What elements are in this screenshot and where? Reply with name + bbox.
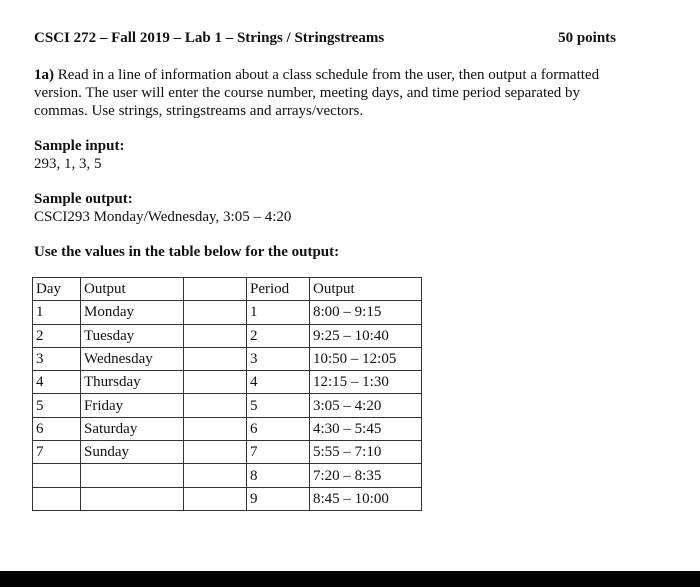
table-row — [33, 441, 422, 464]
period-cell: 5 — [247, 394, 310, 417]
day-cell — [33, 487, 81, 510]
day-cell: 2 — [33, 324, 81, 347]
header-day-cell: Day — [33, 278, 81, 301]
values-table — [32, 277, 422, 511]
period-output-cell: 8:00 – 9:15 — [310, 301, 422, 324]
spacer-cell — [184, 417, 247, 440]
period-cell: 4 — [247, 371, 310, 394]
day-cell — [33, 464, 81, 487]
period-output-cell: 9:25 – 10:40 — [310, 324, 422, 347]
period-cell: 7 — [247, 441, 310, 464]
spacer-cell — [184, 464, 247, 487]
spacer-cell — [184, 324, 247, 347]
period-output-cell: 4:30 – 5:45 — [310, 417, 422, 440]
spacer-cell — [184, 487, 247, 510]
day-output-cell: Wednesday — [81, 347, 184, 370]
header-period-cell: Period — [247, 278, 310, 301]
day-output-cell — [81, 487, 184, 510]
day-output-cell: Friday — [81, 394, 184, 417]
period-output-cell: 7:20 – 8:35 — [310, 464, 422, 487]
period-cell: 6 — [247, 417, 310, 440]
period-cell: 2 — [247, 324, 310, 347]
spacer-cell — [184, 394, 247, 417]
sample-output-value: CSCI293 Monday/Wednesday, 3:05 – 4:20 — [34, 209, 292, 225]
period-cell: 1 — [247, 301, 310, 324]
spacer-cell — [184, 371, 247, 394]
sample-input-block — [34, 137, 124, 173]
period-cell: 8 — [247, 464, 310, 487]
day-cell: 5 — [33, 394, 81, 417]
table-row — [33, 324, 422, 347]
spacer-cell — [184, 301, 247, 324]
header-day-output-cell: Output — [81, 278, 184, 301]
table-header-row — [33, 278, 422, 301]
table-row — [33, 371, 422, 394]
day-output-cell: Thursday — [81, 371, 184, 394]
period-cell: 3 — [247, 347, 310, 370]
table-row — [33, 394, 422, 417]
day-output-cell: Tuesday — [81, 324, 184, 347]
day-cell: 6 — [33, 417, 81, 440]
page-title: CSCI 272 – Fall 2019 – Lab 1 – Strings / Stringstreams — [34, 30, 385, 46]
problem-label: 1a) — [34, 67, 54, 83]
period-output-cell: 12:15 – 1:30 — [310, 371, 422, 394]
period-output-cell: 3:05 – 4:20 — [310, 394, 422, 417]
problem-text: Read in a line of information about a class schedule from the user, then output a formatted version. The user will enter the course number, meeting days, and time period separated by commas. Use strings, stringstreams and arrays/vectors. — [34, 67, 600, 119]
day-output-cell — [81, 464, 184, 487]
day-output-cell: Sunday — [81, 441, 184, 464]
spacer-cell — [184, 441, 247, 464]
table-row — [33, 347, 422, 370]
day-cell: 4 — [33, 371, 81, 394]
header-period-output-cell: Output — [310, 278, 422, 301]
day-output-cell: Saturday — [81, 417, 184, 440]
table-intro: Use the values in the table below for the output: — [34, 244, 340, 260]
day-output-cell: Monday — [81, 301, 184, 324]
day-cell: 3 — [33, 347, 81, 370]
points-label: 50 points — [558, 30, 616, 46]
table-row — [33, 464, 422, 487]
sample-output-block — [34, 190, 291, 226]
table-row — [33, 417, 422, 440]
spacer-cell — [184, 347, 247, 370]
period-cell: 9 — [247, 487, 310, 510]
table-row — [33, 301, 422, 324]
period-output-cell: 10:50 – 12:05 — [310, 347, 422, 370]
sample-input-value: 293, 1, 3, 5 — [34, 156, 102, 172]
table-row — [33, 487, 422, 510]
day-cell: 1 — [33, 301, 81, 324]
header-spacer-cell — [184, 278, 247, 301]
sample-input-label: Sample input: — [34, 138, 125, 154]
bottom-bar — [0, 571, 700, 587]
sample-output-label: Sample output: — [34, 191, 133, 207]
period-output-cell: 5:55 – 7:10 — [310, 441, 422, 464]
problem-description — [34, 66, 624, 120]
day-cell: 7 — [33, 441, 81, 464]
period-output-cell: 8:45 – 10:00 — [310, 487, 422, 510]
